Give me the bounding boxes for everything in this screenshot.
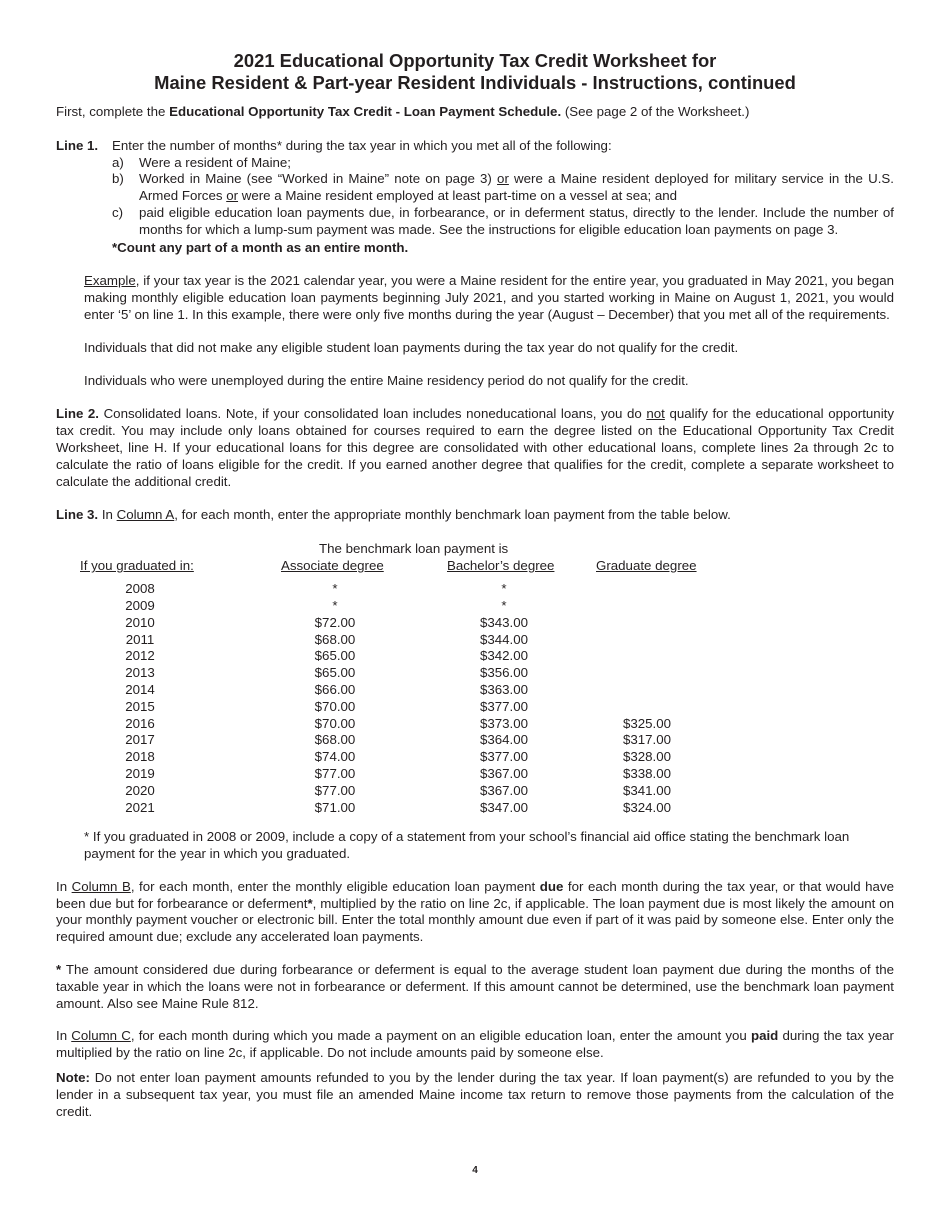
title-line-2: Maine Resident & Part-year Resident Individuals - Instructions, continued xyxy=(154,72,796,93)
benchmark-footnote: * If you graduated in 2008 or 2009, include a copy of a statement from your school’s financial aid office stating the benchmark loan payment for the year in which you graduated. xyxy=(84,829,850,861)
line1-conditions xyxy=(112,155,894,239)
bachelors-payment-cell: $342.00 xyxy=(479,648,529,664)
condition-c xyxy=(112,205,894,239)
column-c-label: Column C xyxy=(71,1028,131,1044)
graduation-year-cell: 2010 xyxy=(125,614,155,630)
intro-post: (See page 2 of the Worksheet.) xyxy=(561,104,750,119)
associate-payment-cell: $68.00 xyxy=(314,732,356,748)
table-row xyxy=(56,665,894,682)
forbearance-text: The amount considered due during forbearance or deferment is equal to the average student loan payment due during the months of the taxable year in which the loans were not in forbearance or deferment. If this amount cannot be determined, use the benchmark loan payment amount. Also see Maine Rule 812. xyxy=(56,961,894,1011)
column-a-label: Column A xyxy=(116,507,175,523)
line1-section xyxy=(56,138,894,257)
associate-payment-cell: $77.00 xyxy=(314,782,356,798)
benchmark-caption: The benchmark loan payment is xyxy=(319,541,509,557)
associate-payment-cell: * xyxy=(332,597,338,613)
line3-text: In xyxy=(98,507,117,523)
intro-paragraph xyxy=(56,104,894,121)
note-text: Do not enter loan payment amounts refunded to you by the lender during the tax year. If loan payment(s) are refunded to you by the lender in a subsequent tax year, you must file an amended Maine income tax return to remove those payments from the calculation of the credit. xyxy=(56,1069,894,1119)
graduation-year-cell: 2009 xyxy=(125,597,155,613)
associate-payment-cell: $72.00 xyxy=(314,614,356,630)
table-row xyxy=(56,581,894,598)
forbearance-note xyxy=(56,962,894,1012)
condition-b xyxy=(112,171,894,205)
graduation-year-cell: 2014 xyxy=(125,681,155,697)
condition-text-part: were a Maine resident employed at least part-time on a vessel at sea; and xyxy=(238,188,678,204)
associate-payment-cell: $70.00 xyxy=(314,715,356,731)
associate-payment-cell: $70.00 xyxy=(314,698,356,714)
condition-text-part: Worked in Maine (see “Worked in Maine” note on page 3) xyxy=(139,171,498,187)
table-row xyxy=(56,615,894,632)
bachelors-payment-cell: $377.00 xyxy=(479,698,529,714)
forbearance-asterisk: * xyxy=(56,961,62,977)
bachelors-payment-cell: $347.00 xyxy=(479,799,529,815)
header-graduate: Graduate degree xyxy=(596,558,697,574)
no-payment-note: Individuals that did not make any eligible student loan payments during the tax year do not qualify for the credit. xyxy=(84,339,739,355)
table-row xyxy=(56,682,894,699)
column-b-text: In xyxy=(56,878,72,894)
column-b-label: Column B xyxy=(71,878,131,894)
intro-pre: First, complete the xyxy=(56,104,170,119)
associate-payment-cell: $77.00 xyxy=(314,765,356,781)
column-b-text: for each month during the tax year, or that would have been due but for forbearance or deferment xyxy=(56,878,894,911)
table-row xyxy=(56,783,894,800)
associate-payment-cell: $71.00 xyxy=(314,799,356,815)
bachelors-payment-cell: * xyxy=(501,581,507,597)
header-graduated-in: If you graduated in: xyxy=(80,558,194,574)
line1-text: Enter the number of months* during the tax year in which you met all of the following: xyxy=(112,137,612,153)
column-c-text: , for each month during which you made a payment on an eligible education loan, enter the amount you xyxy=(130,1028,751,1044)
bachelors-payment-cell: $356.00 xyxy=(479,665,529,681)
page-title xyxy=(56,50,894,94)
unemployed-note: Individuals who were unemployed during the entire Maine residency period do not qualify for the credit. xyxy=(84,372,689,388)
graduate-payment-cell: $341.00 xyxy=(622,782,672,798)
line1-label: Line 1. xyxy=(56,137,99,153)
column-b-text: , multiplied by the ratio on line 2c, if applicable. The loan payment due is most likely the amount on your monthly payment voucher or electronic bill. Enter the total monthly amount due even if part of it was paid by someone else. Enter only the required amount due; exclude any accelerated loan payments. xyxy=(56,895,894,945)
graduate-payment-cell: $328.00 xyxy=(622,749,672,765)
condition-text: Were a resident of Maine; xyxy=(139,154,292,170)
table-row xyxy=(56,632,894,649)
associate-payment-cell: $65.00 xyxy=(314,665,356,681)
bachelors-payment-cell: $367.00 xyxy=(479,765,529,781)
condition-or: or xyxy=(226,188,239,204)
bachelors-payment-cell: $343.00 xyxy=(479,614,529,630)
bachelors-payment-cell: $377.00 xyxy=(479,749,529,765)
condition-marker: c) xyxy=(112,204,124,220)
column-c-text: In xyxy=(56,1028,72,1044)
line2-text: qualify for the educational opportunity tax credit. You may include only loans obtained for courses required to earn the degree listed on the Educational Opportunity Tax Credit Worksheet, line H. If your educational loans for this degree are consolidated with other educational loans, complete lines 2a through 2c to calculate the ratio of loans eligible for the credit. If you earned another degree that qualifies for the credit, complete a separate worksheet to calculate the additional credit. xyxy=(56,406,894,489)
title-line-1: 2021 Educational Opportunity Tax Credit Worksheet for xyxy=(233,50,717,71)
note-paragraph xyxy=(56,1070,894,1120)
column-c-paragraph xyxy=(56,1028,894,1062)
line2-not: not xyxy=(646,406,665,422)
intro-schedule-name: Educational Opportunity Tax Credit - Loan Payment Schedule. xyxy=(169,104,562,119)
column-c-text: during the tax year multiplied by the ratio on line 2c, if applicable. Do not include amounts paid by someone else. xyxy=(56,1028,894,1061)
condition-a xyxy=(112,155,894,172)
bachelors-payment-cell: $367.00 xyxy=(479,782,529,798)
column-c-paid: paid xyxy=(750,1028,779,1044)
bachelors-payment-cell: * xyxy=(501,597,507,613)
bachelors-payment-cell: $363.00 xyxy=(479,681,529,697)
graduation-year-cell: 2020 xyxy=(125,782,155,798)
count-note: *Count any part of a month as an entire month. xyxy=(112,239,409,255)
column-b-due: due xyxy=(539,878,564,894)
bachelors-payment-cell: $373.00 xyxy=(479,715,529,731)
graduation-year-cell: 2019 xyxy=(125,765,155,781)
column-b-paragraph xyxy=(56,879,894,946)
graduate-payment-cell: $325.00 xyxy=(622,715,672,731)
note-label: Note: xyxy=(56,1069,90,1085)
column-b-asterisk: * xyxy=(307,895,313,911)
associate-payment-cell: $66.00 xyxy=(314,681,356,697)
bachelors-payment-cell: $344.00 xyxy=(479,631,529,647)
associate-payment-cell: * xyxy=(332,581,338,597)
graduation-year-cell: 2008 xyxy=(125,581,155,597)
header-associate: Associate degree xyxy=(281,558,384,574)
table-row xyxy=(56,716,894,733)
bachelors-payment-cell: $364.00 xyxy=(479,732,529,748)
instructions-page xyxy=(56,50,894,1120)
condition-text xyxy=(139,171,894,203)
example-text: , if your tax year is the 2021 calendar year, you were a Maine resident for the entire year, you graduated in May 2021, you began making monthly eligible education loan payments beginning July 2021, and you started working in Maine on August 1, 2021, you would enter ‘5’ on line 1. In this example, there were only five months during the year (August – December) that you met all of the requirements. xyxy=(84,273,894,322)
associate-payment-cell: $68.00 xyxy=(314,631,356,647)
graduate-payment-cell: $338.00 xyxy=(622,765,672,781)
line3-text: , for each month, enter the appropriate monthly benchmark loan payment from the table below. xyxy=(174,507,731,523)
benchmark-rows xyxy=(56,581,894,816)
graduation-year-cell: 2015 xyxy=(125,698,155,714)
line3-paragraph xyxy=(56,507,894,524)
column-b-text: , for each month, enter the monthly eligible education loan payment xyxy=(130,878,540,894)
associate-payment-cell: $65.00 xyxy=(314,648,356,664)
graduation-year-cell: 2021 xyxy=(125,799,155,815)
line2-paragraph xyxy=(56,406,894,490)
graduation-year-cell: 2012 xyxy=(125,648,155,664)
graduation-year-cell: 2018 xyxy=(125,749,155,765)
line2-label: Line 2. xyxy=(56,406,99,422)
table-row xyxy=(56,800,894,817)
associate-payment-cell: $74.00 xyxy=(314,749,356,765)
condition-text: paid eligible education loan payments due, in forbearance, or in deferment status, directly to the lender. Include the number of months for which a lump-sum payment was made. See the instructions for eligible education loan payments on page 3. xyxy=(139,204,894,237)
table-row xyxy=(56,648,894,665)
table-row xyxy=(56,766,894,783)
page-number: 4 xyxy=(472,1165,478,1176)
benchmark-table xyxy=(56,541,894,817)
graduation-year-cell: 2013 xyxy=(125,665,155,681)
table-row xyxy=(56,699,894,716)
table-row xyxy=(56,732,894,749)
example-paragraph xyxy=(84,273,894,323)
condition-or: or xyxy=(497,171,509,187)
graduate-payment-cell: $324.00 xyxy=(622,799,672,815)
line3-label: Line 3. xyxy=(56,507,99,523)
example-label: Example xyxy=(84,273,136,289)
condition-marker: a) xyxy=(112,154,124,170)
graduate-payment-cell: $317.00 xyxy=(622,732,672,748)
condition-marker: b) xyxy=(112,171,124,187)
condition-text-part: were a Maine resident deployed for military service in the U.S. Armed Forces xyxy=(139,171,894,204)
graduation-year-cell: 2017 xyxy=(125,732,155,748)
table-row xyxy=(56,598,894,615)
graduation-year-cell: 2011 xyxy=(125,631,155,647)
graduation-year-cell: 2016 xyxy=(125,715,155,731)
line2-text: Consolidated loans. Note, if your consolidated loan includes noneducational loans, you do xyxy=(99,406,647,422)
table-row xyxy=(56,749,894,766)
header-bachelors: Bachelor’s degree xyxy=(447,558,555,574)
